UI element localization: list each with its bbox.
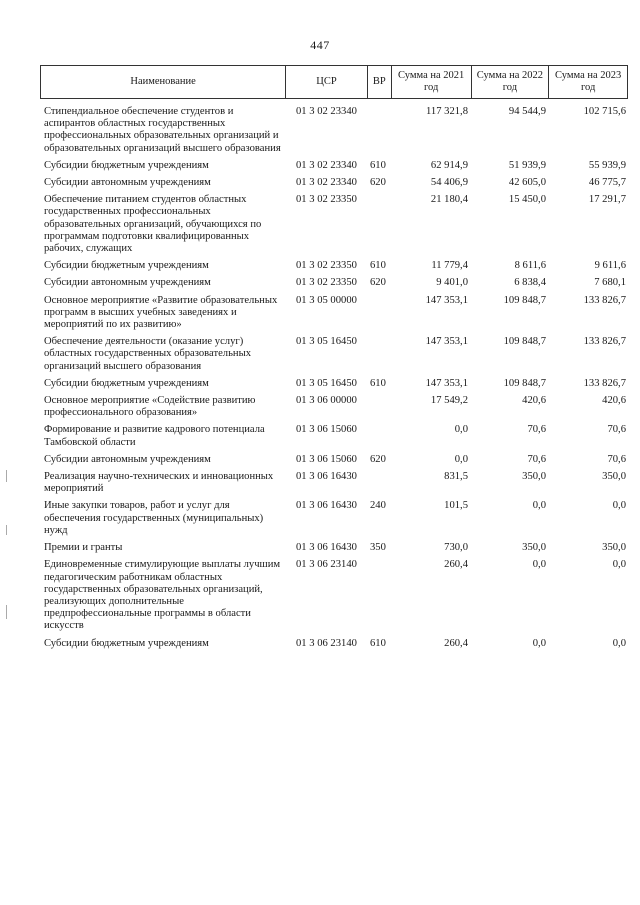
- scan-margin-mark: [6, 470, 7, 482]
- row-sum-2023: 70,6: [607, 453, 626, 465]
- row-sum-2021: 831,5: [444, 471, 468, 483]
- row-csr: 01 3 06 15060: [296, 424, 357, 436]
- row-sum-2022: 350,0: [522, 471, 546, 483]
- row-sum-2022: 0,0: [532, 637, 546, 649]
- row-name: Субсидии автономным учреждениям: [44, 277, 211, 289]
- row-sum-2023: 0,0: [612, 559, 626, 571]
- table-row: [40, 277, 628, 289]
- row-sum-2022: 109 848,7: [503, 377, 546, 389]
- table-row: [40, 336, 628, 373]
- row-name: Формирование и развитие кадрового потенциала Тамбовской области: [44, 424, 265, 448]
- row-sum-2022: 0,0: [532, 559, 546, 571]
- row-sum-2023: 17 291,7: [588, 194, 626, 206]
- row-sum-2023: 46 775,7: [588, 177, 626, 189]
- row-csr: 01 3 06 00000: [296, 395, 357, 407]
- table-row: [40, 500, 628, 537]
- row-vr: 620: [370, 453, 386, 465]
- row-sum-2023: 55 939,9: [588, 159, 626, 171]
- table-row: [40, 260, 628, 272]
- row-vr: 620: [370, 177, 386, 189]
- row-sum-2021: 147 353,1: [425, 377, 468, 389]
- row-sum-2023: 350,0: [602, 542, 626, 554]
- row-csr: 01 3 06 15060: [296, 453, 357, 465]
- scan-margin-mark: [6, 605, 7, 619]
- row-vr: 610: [370, 260, 386, 272]
- row-sum-2023: 350,0: [602, 471, 626, 483]
- row-csr: 01 3 02 23350: [296, 277, 357, 289]
- row-sum-2022: 350,0: [522, 542, 546, 554]
- row-sum-2022: 109 848,7: [503, 294, 546, 306]
- row-csr: 01 3 05 00000: [296, 294, 357, 306]
- table-row: [40, 424, 628, 448]
- row-vr: 620: [370, 277, 386, 289]
- header-sum-2023: Сумма на 2023 год: [555, 70, 622, 93]
- row-csr: 01 3 02 23340: [296, 159, 357, 171]
- row-vr: [368, 106, 392, 155]
- row-name: Субсидии автономным учреждениям: [44, 177, 211, 189]
- row-sum-2021: 260,4: [444, 559, 468, 571]
- header-name: Наименование: [41, 66, 286, 98]
- row-csr: 01 3 02 23350: [296, 194, 357, 206]
- row-sum-2023: 133 826,7: [583, 294, 626, 306]
- table-row: [40, 471, 628, 495]
- table-row: [40, 160, 628, 172]
- row-vr: 610: [370, 637, 386, 649]
- row-sum-2022: 8 611,6: [514, 260, 546, 272]
- table-row: [40, 295, 628, 332]
- row-name: Премии и гранты: [44, 542, 123, 554]
- row-name: Субсидии бюджетным учреждениям: [44, 159, 209, 171]
- row-sum-2023: 420,6: [602, 395, 626, 407]
- row-csr: 01 3 06 23140: [296, 559, 357, 571]
- table-header: [40, 65, 628, 99]
- table-row: [40, 177, 628, 189]
- table-row: [40, 106, 628, 155]
- row-vr: [368, 336, 392, 373]
- row-sum-2021: 21 180,4: [430, 194, 468, 206]
- row-vr: [368, 395, 392, 419]
- row-vr: 240: [370, 500, 386, 512]
- row-name: Обеспечение деятельности (оказание услуг) областных государственных образовательных организаций высшего образования: [44, 336, 252, 372]
- row-sum-2022: 51 939,9: [508, 159, 546, 171]
- row-vr: 350: [370, 542, 386, 554]
- row-name: Реализация научно-технических и инновационных мероприятий: [44, 471, 274, 495]
- table-row: [40, 454, 628, 466]
- row-sum-2021: 147 353,1: [425, 294, 468, 306]
- page-number: 447: [310, 38, 330, 52]
- row-sum-2021: 0,0: [454, 424, 468, 436]
- row-sum-2022: 420,6: [522, 395, 546, 407]
- row-sum-2021: 62 914,9: [430, 159, 468, 171]
- row-vr: 610: [370, 377, 386, 389]
- header-vr: ВР: [368, 66, 392, 98]
- row-name: Единовременные стимулирующие выплаты лучшим педагогическим работникам областных государственных образовательных организаций, реализующих дополнительные предпрофессиональные программы в области искусств: [44, 559, 281, 632]
- row-vr: 610: [370, 159, 386, 171]
- row-csr: 01 3 02 23340: [296, 106, 357, 117]
- row-sum-2021: 54 406,9: [430, 177, 468, 189]
- row-sum-2023: 70,6: [607, 424, 626, 436]
- row-sum-2021: 17 549,2: [430, 395, 468, 407]
- header-csr: ЦСР: [286, 66, 368, 98]
- row-name: Субсидии автономным учреждениям: [44, 453, 211, 465]
- row-sum-2023: 133 826,7: [583, 377, 626, 389]
- row-sum-2021: 0,0: [454, 453, 468, 465]
- table-body: [40, 106, 628, 655]
- row-sum-2023: 0,0: [612, 637, 626, 649]
- row-name: Основное мероприятие «Содействие развитию профессионального образования»: [44, 395, 256, 419]
- row-vr: [368, 295, 392, 332]
- row-sum-2023: 133 826,7: [583, 336, 626, 348]
- row-sum-2023: 9 611,6: [594, 260, 626, 272]
- row-sum-2022: 70,6: [527, 424, 546, 436]
- row-name: Иные закупки товаров, работ и услуг для обеспечения государственных (муниципальных) нужд: [44, 500, 264, 536]
- row-sum-2023: 7 680,1: [594, 277, 626, 289]
- row-sum-2022: 42 605,0: [508, 177, 546, 189]
- row-name: Субсидии бюджетным учреждениям: [44, 377, 209, 389]
- row-csr: 01 3 05 16450: [296, 336, 357, 348]
- row-csr: 01 3 06 16430: [296, 542, 357, 554]
- row-sum-2023: 102 715,6: [583, 106, 626, 117]
- row-sum-2021: 147 353,1: [425, 336, 468, 348]
- table-row: [40, 194, 628, 255]
- row-sum-2021: 9 401,0: [436, 277, 468, 289]
- row-sum-2022: 6 838,4: [514, 277, 546, 289]
- row-sum-2021: 260,4: [444, 637, 468, 649]
- row-csr: 01 3 06 23140: [296, 637, 357, 649]
- table-row: [40, 378, 628, 390]
- row-sum-2022: 15 450,0: [508, 194, 546, 206]
- table-row: [40, 542, 628, 554]
- row-sum-2021: 11 779,4: [431, 260, 468, 272]
- row-vr: [368, 471, 392, 495]
- row-name: Обеспечение питанием студентов областных государственных профессиональных образовательных организаций, обучающихся по программам подготовки квалифицированных рабочих, служащих: [44, 194, 262, 255]
- row-sum-2021: 117 321,8: [426, 106, 468, 117]
- row-csr: 01 3 02 23340: [296, 177, 357, 189]
- table-row: [40, 638, 628, 650]
- row-vr: [368, 424, 392, 448]
- header-sum-2022: Сумма на 2022 год: [472, 66, 550, 98]
- row-sum-2022: 109 848,7: [503, 336, 546, 348]
- row-sum-2021: 101,5: [444, 500, 468, 512]
- row-name: Субсидии бюджетным учреждениям: [44, 260, 209, 272]
- row-sum-2022: 94 544,9: [508, 106, 546, 117]
- row-vr: [368, 194, 392, 255]
- row-sum-2021: 730,0: [444, 542, 468, 554]
- table-row: [40, 559, 628, 632]
- header-sum-2021: Сумма на 2021 год: [392, 66, 472, 98]
- row-csr: 01 3 05 16450: [296, 377, 357, 389]
- row-sum-2022: 0,0: [532, 500, 546, 512]
- row-csr: 01 3 06 16430: [296, 471, 357, 483]
- row-sum-2023: 0,0: [612, 500, 626, 512]
- row-name: Стипендиальное обеспечение студентов и аспирантов областных государственных профессиональных образовательных организаций и образовательных организаций высшего образования: [44, 106, 281, 154]
- row-csr: 01 3 06 16430: [296, 500, 357, 512]
- row-name: Основное мероприятие «Развитие образовательных программ в высших учебных заведениях и мероприятий по их развитию»: [44, 294, 278, 331]
- table-row: [40, 395, 628, 419]
- row-sum-2022: 70,6: [527, 453, 546, 465]
- scan-margin-mark: [6, 525, 7, 535]
- row-csr: 01 3 02 23350: [296, 260, 357, 272]
- row-name: Субсидии бюджетным учреждениям: [44, 637, 209, 649]
- row-vr: [368, 559, 392, 632]
